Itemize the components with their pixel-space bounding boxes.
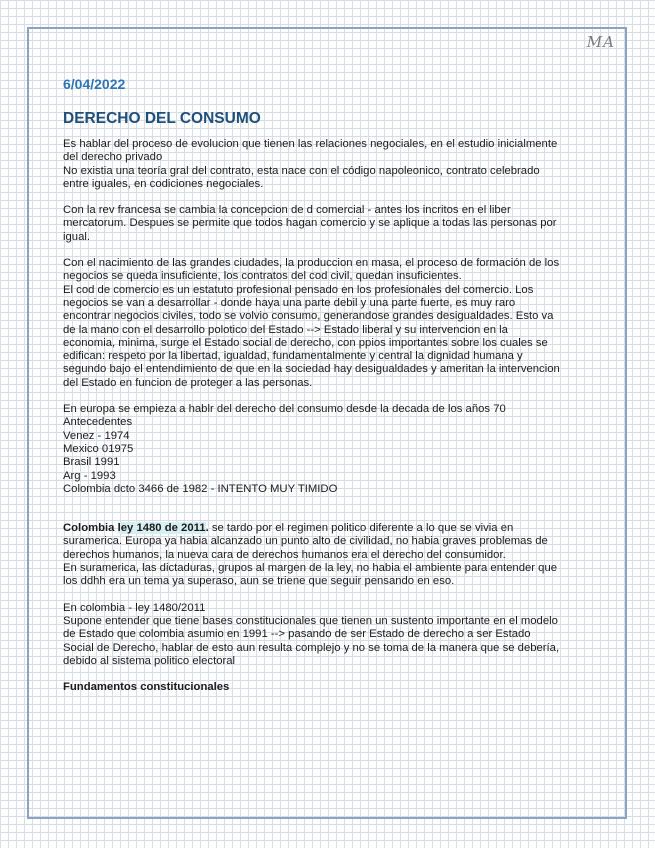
paragraph-colombia-1480 [63, 602, 563, 668]
text-line: El cod de comercio es un estatuto profesional pensado en los profesionales del comercio. Los negocios se van a desarrollar - donde haya una parte debil y una parte fuerte, es muy raro encontrar negocios civiles, todo se volvio consumo, generandose grandes desigualdades. Esto va de la mano con el desarrollo polotico del Estado --> Estado liberal y su intervencion en la economia, minima, surge el Estado social de derecho, con ppios importantes sobre los cuales se edifican: respeto por la libertad, igualdad, fundamentalmente y central la dignidad humana y segundo bajo el entendimiento de que en la sociedad hay desigualdades y ameritan la intervencion del Estado en funcion de proteger a las personas. [63, 283, 560, 389]
text-line: Es hablar del proceso de evolucion que tienen las relaciones negociales, en el estudio inicialmente del derecho privado [63, 138, 558, 164]
text-line: Arg - 1993 [63, 469, 116, 482]
text-line: En colombia - ley 1480/2011 [63, 601, 206, 614]
blank-line [63, 509, 563, 522]
text-line: Venez - 1974 [63, 429, 130, 442]
document-date: 6/04/2022 [63, 76, 126, 92]
document-content [63, 76, 563, 707]
paragraph-antecedentes [63, 403, 563, 496]
text-line [63, 522, 563, 562]
text-line: En suramerica, las dictaduras, grupos al margen de la ley, no habia el ambiente para entender que los ddhh era un tema ya superaso, aun se triene que seguir pensando en eso. [63, 562, 558, 588]
colombia-lead: Colombia [63, 522, 118, 535]
text-line: Brasil 1991 [63, 456, 120, 469]
paragraph-ciudades [63, 257, 563, 390]
document-title: DERECHO DEL CONSUMO [63, 110, 261, 127]
text-line: Con el nacimiento de las grandes ciudades, la produccion en masa, el proceso de formación de los negocios se queda insuficiente, los contratos del cod civil, quedan insuficientes. [63, 257, 560, 283]
text-line: Mexico 01975 [63, 442, 134, 455]
text-line: En europa se empieza a hablr del derecho del consumo desde la decada de los años 70 [63, 403, 506, 416]
paragraph-colombia-ley [63, 522, 563, 588]
text-line: No existia una teoría gral del contrato, esta nace con el código napoleonico, contrato celebrado entre iguales, en codiciones negociales. [63, 164, 540, 190]
text-line: Con la rev francesa se cambia la concepcion de d comercial - antes los incritos en el liber mercatorum. Despues se permite que todos hagan comercio y se aplique a todas las personas por igual. [63, 204, 557, 243]
paragraph-rev-francesa [63, 204, 563, 244]
highlighted-law: ley 1480 de 2011 [117, 522, 206, 535]
colombia-rest: se tardo por el regimen politico diferente a lo que se vivia en suramerica. Europa ya habia alcanzado un punto alto de civilidad, no habia graves problemas de derechos humanos, la nueva cara de derechos humanos era el derecho del consumidor. [63, 522, 548, 561]
text-line: Supone entender que tiene bases constitucionales que tienen un sustento importante en el modelo de Estado que colombia asumio en 1991 --> pasando de ser Estado de derecho a ser Estado Social de Derecho, hablar de esto aun resulta complejo y no se toma de la manera que se debería, debido al sistema politico electoral [63, 614, 560, 667]
text-line: Antecedentes [63, 416, 133, 429]
text-line: Colombia dcto 3466 de 1982 - INTENTO MUY TIMIDO [63, 482, 338, 495]
section-heading-fundamentos: Fundamentos constitucionales [63, 681, 230, 694]
paragraph-intro [63, 138, 563, 191]
bold-dot: . [205, 522, 209, 535]
signature-mark: MA [586, 33, 615, 51]
